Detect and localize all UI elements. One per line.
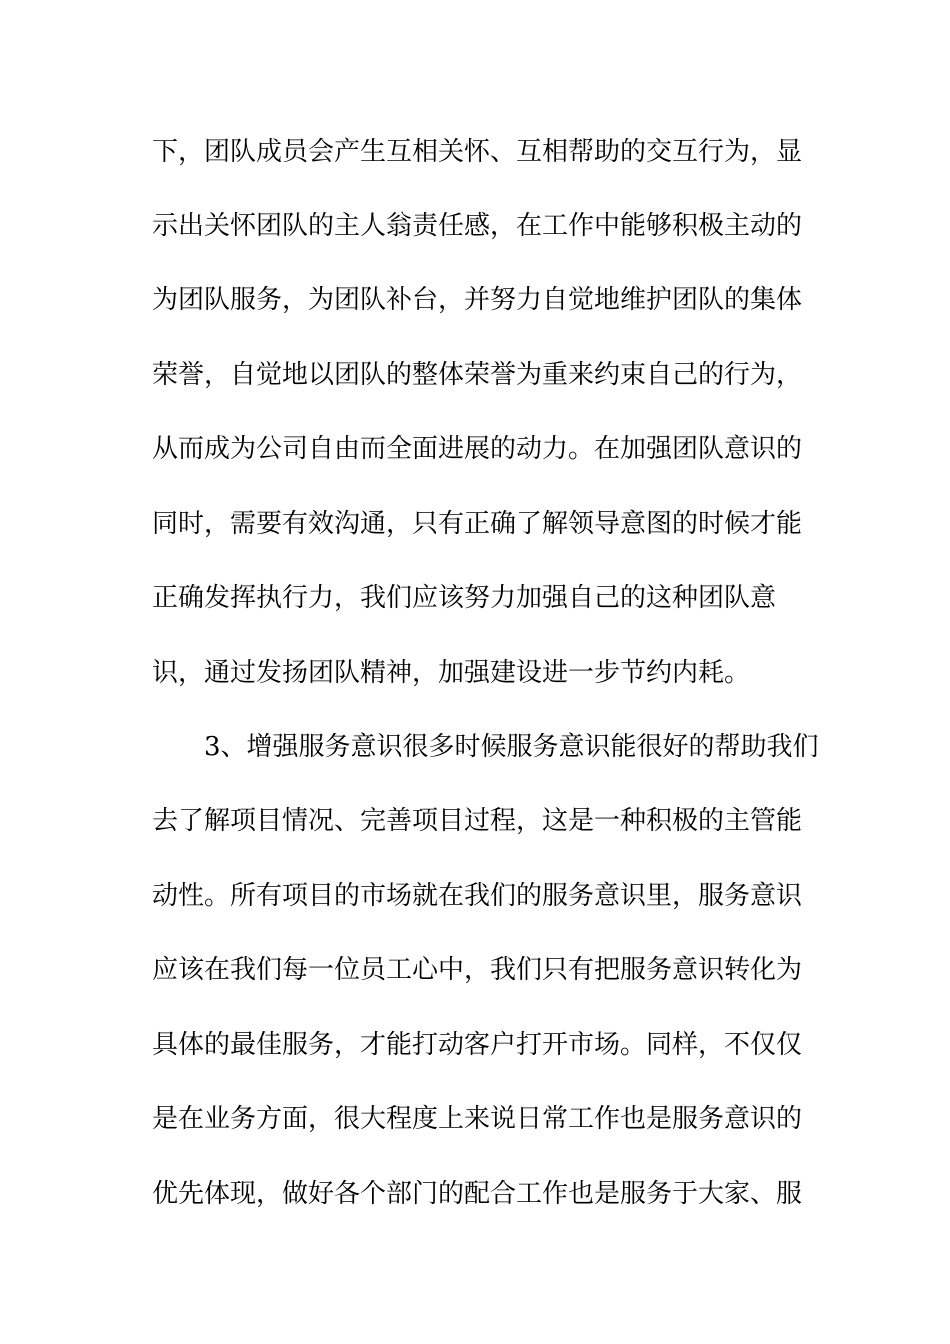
text-line: 去了解项目情况、完善项目过程，这是一种积极的主管能	[152, 806, 803, 836]
text-line: 正确发挥执行力，我们应该努力加强自己的这种团队意	[152, 583, 777, 613]
text-line: 同时，需要有效沟通，只有正确了解领导意图的时候才能	[152, 509, 803, 539]
text-line: 为团队服务，为团队补台，并努力自觉地维护团队的集体	[152, 285, 803, 315]
text-line: 荣誉，自觉地以团队的整体荣誉为重来约束自己的行为，	[152, 360, 803, 390]
text-line: 3、增强服务意识很多时候服务意识能很好的帮助我们	[204, 732, 819, 762]
text-line: 示出关怀团队的主人翁责任感，在工作中能够积极主动的	[152, 211, 803, 241]
text-line: 识，通过发扬团队精神，加强建设进一步节约内耗。	[152, 658, 751, 688]
text-line: 具体的最佳服务，才能打动客户打开市场。同样，不仅仅	[152, 1030, 803, 1060]
text-line: 动性。所有项目的市场就在我们的服务意识里，服务意识	[152, 881, 803, 911]
text-line: 下，团队成员会产生互相关怀、互相帮助的交互行为，显	[152, 137, 803, 167]
text-line: 从而成为公司自由而全面进展的动力。在加强团队意识的	[152, 434, 803, 464]
text-line: 优先体现，做好各个部门的配合工作也是服务于大家、服	[152, 1179, 803, 1209]
text-line: 是在业务方面，很大程度上来说日常工作也是服务意识的	[152, 1104, 803, 1134]
text-line: 应该在我们每一位员工心中，我们只有把服务意识转化为	[152, 955, 803, 985]
